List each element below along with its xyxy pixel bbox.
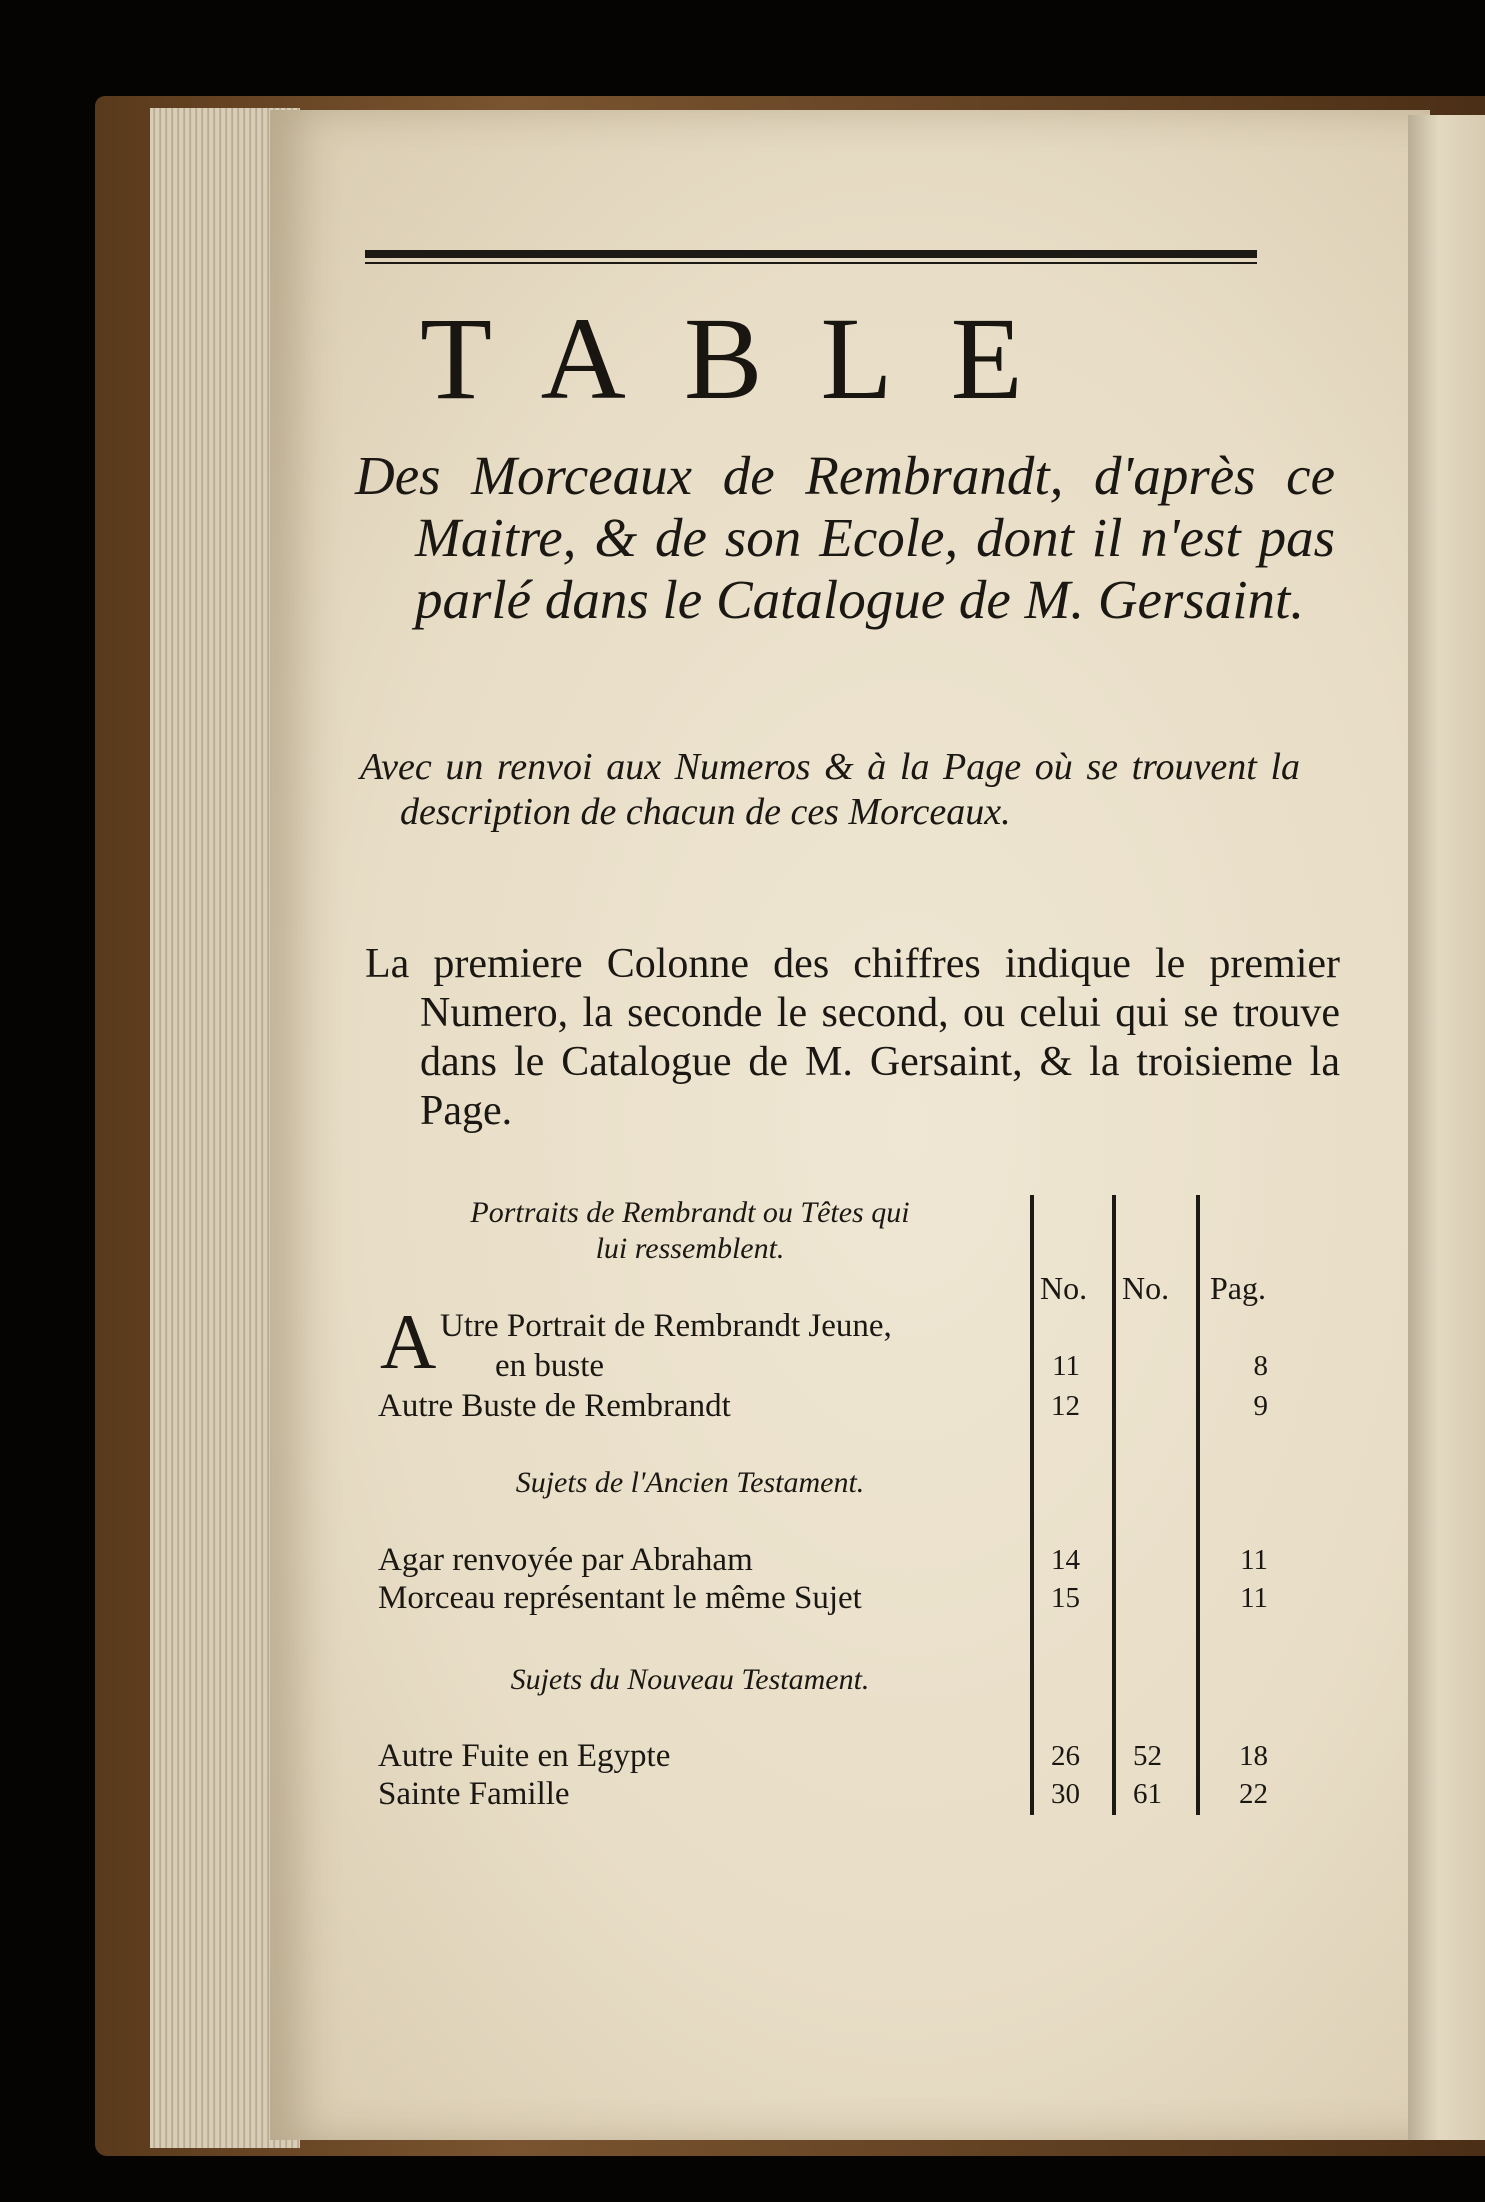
entry-pag: 9 xyxy=(1253,1390,1268,1422)
list-item: Agar renvoyée par Abraham xyxy=(378,1542,753,1578)
list-item: Morceau représentant le même Sujet xyxy=(378,1580,862,1616)
section-heading-portraits: Portraits de Rembrandt ou Têtes qui lui ressemblent. xyxy=(470,1196,910,1265)
column-head-pag: Pag. xyxy=(1210,1270,1266,1306)
section-heading-old-testament: Sujets de l'Ancien Testament. xyxy=(515,1466,865,1499)
renvoi-note: Avec un renvoi aux Numeros & à la Page où se trouvent la description de chacun de ces Morceaux. xyxy=(360,746,1300,833)
entry-pag: 11 xyxy=(1240,1582,1268,1614)
list-item: Utre Portrait de Rembrandt Jeune, xyxy=(440,1308,892,1344)
section-heading-new-testament: Sujets du Nouveau Testament. xyxy=(510,1663,870,1696)
table-column-rule xyxy=(1030,1195,1034,1815)
table-column-rule xyxy=(1196,1195,1200,1815)
header-rule-thin xyxy=(365,262,1257,264)
entry-pag: 18 xyxy=(1239,1740,1268,1772)
entry-no1: 15 xyxy=(1051,1582,1080,1614)
facing-page-edge xyxy=(1408,115,1485,2140)
column-explanation: La premiere Colonne des chiffres indique le premier Numero, la seconde le second, ou celui qui se trouve dans le Catalogue de M. Gersaint, & la troisieme la Page. xyxy=(365,941,1340,1134)
entry-no1: 26 xyxy=(1051,1740,1080,1772)
header-rule xyxy=(365,250,1257,258)
subtitle: Des Morceaux de Rembrandt, d'après ce Maitre, & de son Ecole, dont il n'est pas parlé dans le Catalogue de M. Gersaint. xyxy=(355,445,1335,630)
entry-pag: 8 xyxy=(1253,1350,1268,1382)
column-head-no2: No. xyxy=(1122,1270,1170,1306)
column-head-no1: No. xyxy=(1040,1270,1088,1306)
entry-no1: 30 xyxy=(1051,1778,1080,1810)
entry-no1: 11 xyxy=(1052,1350,1080,1382)
entry-pag: 11 xyxy=(1240,1544,1268,1576)
page-title: TABLE xyxy=(420,293,1081,424)
entry-pag: 22 xyxy=(1239,1778,1268,1810)
list-item: Sainte Famille xyxy=(378,1776,570,1812)
table-column-rule xyxy=(1112,1195,1116,1815)
list-item: Autre Buste de Rembrandt xyxy=(378,1388,731,1424)
list-item: Autre Fuite en Egypte xyxy=(378,1738,671,1774)
entry-no2: 61 xyxy=(1133,1778,1162,1810)
entry-no1: 14 xyxy=(1051,1544,1080,1576)
drop-cap: A xyxy=(380,1298,437,1385)
list-item-continuation: en buste xyxy=(495,1348,605,1384)
entry-no1: 12 xyxy=(1051,1390,1080,1422)
entry-no2: 52 xyxy=(1133,1740,1162,1772)
